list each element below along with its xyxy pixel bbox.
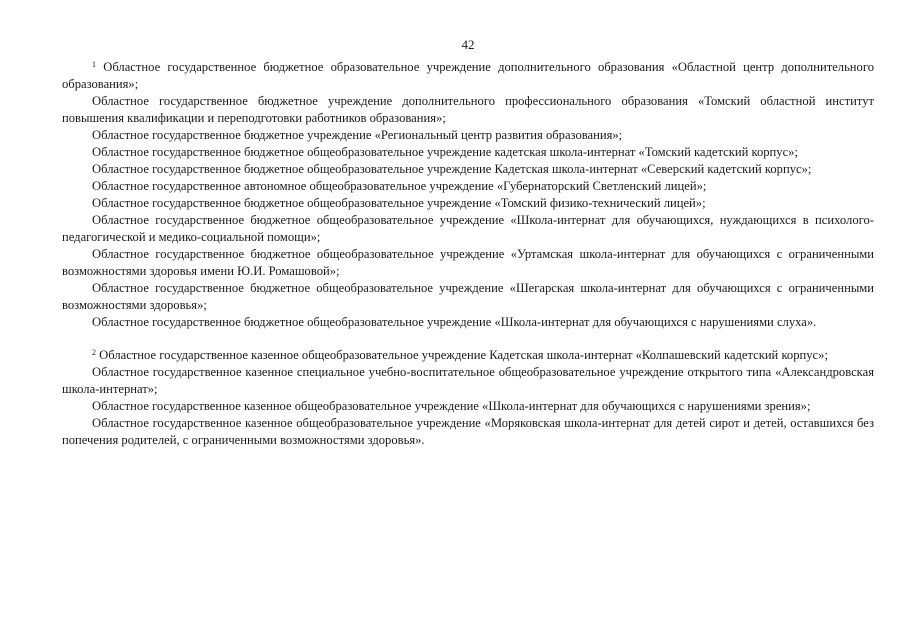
footnote-2 [62,347,874,449]
footnote-1-item-2: Областное государственное бюджетное учреждение дополнительного профессионального образования «Томский областной институт повышения квалификации и переподготовки работников образования»; [62,94,874,125]
footnote-2-item-2: Областное государственное казенное специальное учебно-воспитательное общеобразовательное учреждение открытого типа «Александровская школа-интернат»; [62,365,874,396]
page-number: 42 [461,37,475,52]
footnote-1-item-11: Областное государственное бюджетное общеобразовательное учреждение «Школа-интернат для обучающихся с нарушениями слуха». [92,315,817,329]
footnote-2-item-1-text: Областное государственное казенное общеобразовательное учреждение Кадетская школа-интернат «Колпашевский кадетский корпус»; [99,348,828,362]
footnote-2-item-1 [62,347,874,364]
footnote-2-item-4: Областное государственное казенное общеобразовательное учреждение «Моряковская школа-интернат для детей сирот и детей, оставшихся без попечения родителей, с ограниченными возможностями здоровья». [62,416,874,447]
footnote-1 [62,59,874,331]
footnote-1-item-5: Областное государственное бюджетное общеобразовательное учреждение Кадетская школа-интернат «Северский кадетский корпус»; [92,162,812,176]
footnote-2-item-3: Областное государственное казенное общеобразовательное учреждение «Школа-интернат для обучающихся с нарушениями зрения»; [92,399,811,413]
footnote-1-item-3: Областное государственное бюджетное учреждение «Региональный центр развития образования»; [92,128,623,142]
footnote-1-item-1 [62,59,874,93]
footnote-separator-gap [62,331,874,347]
footnote-1-item-8: Областное государственное бюджетное общеобразовательное учреждение «Школа-интернат для обучающихся, нуждающихся в психолого-педагогической и медико-социальной помощи»; [62,213,874,244]
footnote-1-item-1-text: Областное государственное бюджетное образовательное учреждение дополнительного образования «Областной центр дополнительного образования»; [62,60,874,91]
document-page [62,36,874,449]
footnote-2-marker: 2 [92,348,96,357]
footnote-1-marker: 1 [92,60,96,69]
footnote-1-item-4: Областное государственное бюджетное общеобразовательное учреждение кадетская школа-интернат «Томский кадетский корпус»; [92,145,798,159]
footnote-1-item-6: Областное государственное автономное общеобразовательное учреждение «Губернаторский Светленский лицей»; [92,179,707,193]
footnote-1-item-9: Областное государственное бюджетное общеобразовательное учреждение «Уртамская школа-интернат для обучающихся с ограниченными возможностями здоровья имени Ю.И. Ромашовой»; [62,247,874,278]
footnote-1-item-7: Областное государственное бюджетное общеобразовательное учреждение «Томский физико-технический лицей»; [92,196,706,210]
footnote-1-item-10: Областное государственное бюджетное общеобразовательное учреждение «Шегарская школа-интернат для обучающихся с ограниченными возможностями здоровья»; [62,281,874,312]
